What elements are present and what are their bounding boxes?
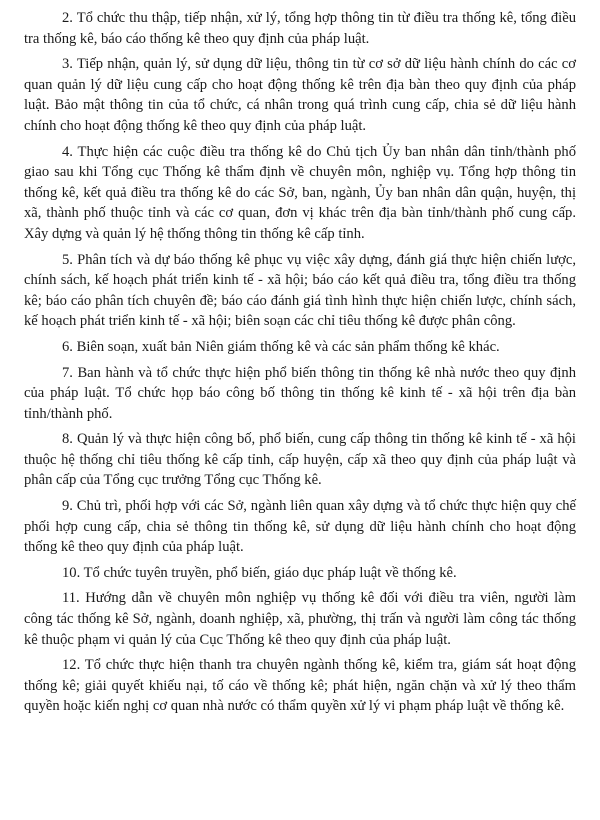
paragraph-item-12: 12. Tổ chức thực hiện thanh tra chuyên ngành thống kê, kiểm tra, giám sát hoạt động thống kê; giải quyết khiếu nại, tố cáo về thống kê; phát hiện, ngăn chặn và xử lý theo thẩm quyền hoặc kiến nghị cơ quan nhà nước có thẩm quyền xử lý vi phạm pháp luật về thống kê. [24,657,576,715]
paragraph-item-2: 2. Tổ chức thu thập, tiếp nhận, xử lý, tổng hợp thông tin từ điều tra thống kê, tổng điều tra thống kê, báo cáo thống kê theo quy định của pháp luật. [24,10,576,47]
paragraph-item-3: 3. Tiếp nhận, quản lý, sử dụng dữ liệu, thông tin từ cơ sở dữ liệu hành chính do các cơ quan quản lý dữ liệu cung cấp cho hoạt động thống kê trên địa bàn theo quy định của pháp luật. Bảo mật thông tin của tổ chức, cá nhân trong quá trình cung cấp, chia sẻ dữ liệu hành chính cho hoạt động thống kê theo quy định của pháp luật. [24,56,576,134]
paragraph-item-11: 11. Hướng dẫn về chuyên môn nghiệp vụ thống kê đối với điều tra viên, người làm công tác thống kê Sở, ngành, doanh nghiệp, xã, phường, thị trấn và người làm công tác thống kê thuộc phạm vi quản lý của Cục Thống kê theo quy định của pháp luật. [24,590,576,648]
paragraph-item-5: 5. Phân tích và dự báo thống kê phục vụ việc xây dựng, đánh giá thực hiện chiến lược, chính sách, kế hoạch phát triển kinh tế - xã hội; báo cáo kết quả điều tra, tổng điều tra thống kê; báo cáo phân tích chuyên đề; báo cáo đánh giá tình hình thực hiện chiến lược, chính sách, kế hoạch phát triển kinh tế - xã hội; biên soạn các chỉ tiêu thống kê được phân công. [24,251,576,330]
paragraph-item-9: 9. Chủ trì, phối hợp với các Sở, ngành liên quan xây dựng và tổ chức thực hiện quy chế phối hợp cung cấp, chia sẻ thông tin thống kê, sử dụng dữ liệu hành chính cho hoạt động thống kê theo quy định của pháp luật. [24,498,576,556]
paragraph-item-6: 6. Biên soạn, xuất bản Niên giám thống kê và các sản phẩm thống kê khác. [62,338,500,355]
paragraph-item-4: 4. Thực hiện các cuộc điều tra thống kê do Chủ tịch Ủy ban nhân dân tỉnh/thành phố giao sau khi Tổng cục Thống kê thẩm định về chuyên môn, nghiệp vụ. Tổng hợp thông tin thống kê, kết quả điều tra thống kê do các Sở, ban, ngành, Ủy ban nhân dân quận, huyện, thị xã, thành phố thuộc tỉnh và các cơ quan, đơn vị khác trên địa bàn tỉnh/thành phố cung cấp. Xây dựng và quản lý hệ thống thông tin thống kê cấp tỉnh. [24,143,576,242]
paragraph-item-10: 10. Tổ chức tuyên truyền, phổ biến, giáo dục pháp luật về thống kê. [62,564,457,581]
paragraph-item-7: 7. Ban hành và tổ chức thực hiện phổ biến thông tin thống kê nhà nước theo quy định của pháp luật. Tổ chức họp báo công bố thông tin thống kê kinh tế - xã hội trên địa bàn tỉnh/thành phố. [24,364,576,422]
paragraph-item-8: 8. Quản lý và thực hiện công bố, phổ biến, cung cấp thông tin thống kê kinh tế - xã hội thuộc hệ thống chỉ tiêu thống kê cấp tỉnh, cấp huyện, cấp xã theo quy định của pháp luật và phân cấp của Tổng cục trưởng Tổng cục Thống kê. [24,431,576,489]
